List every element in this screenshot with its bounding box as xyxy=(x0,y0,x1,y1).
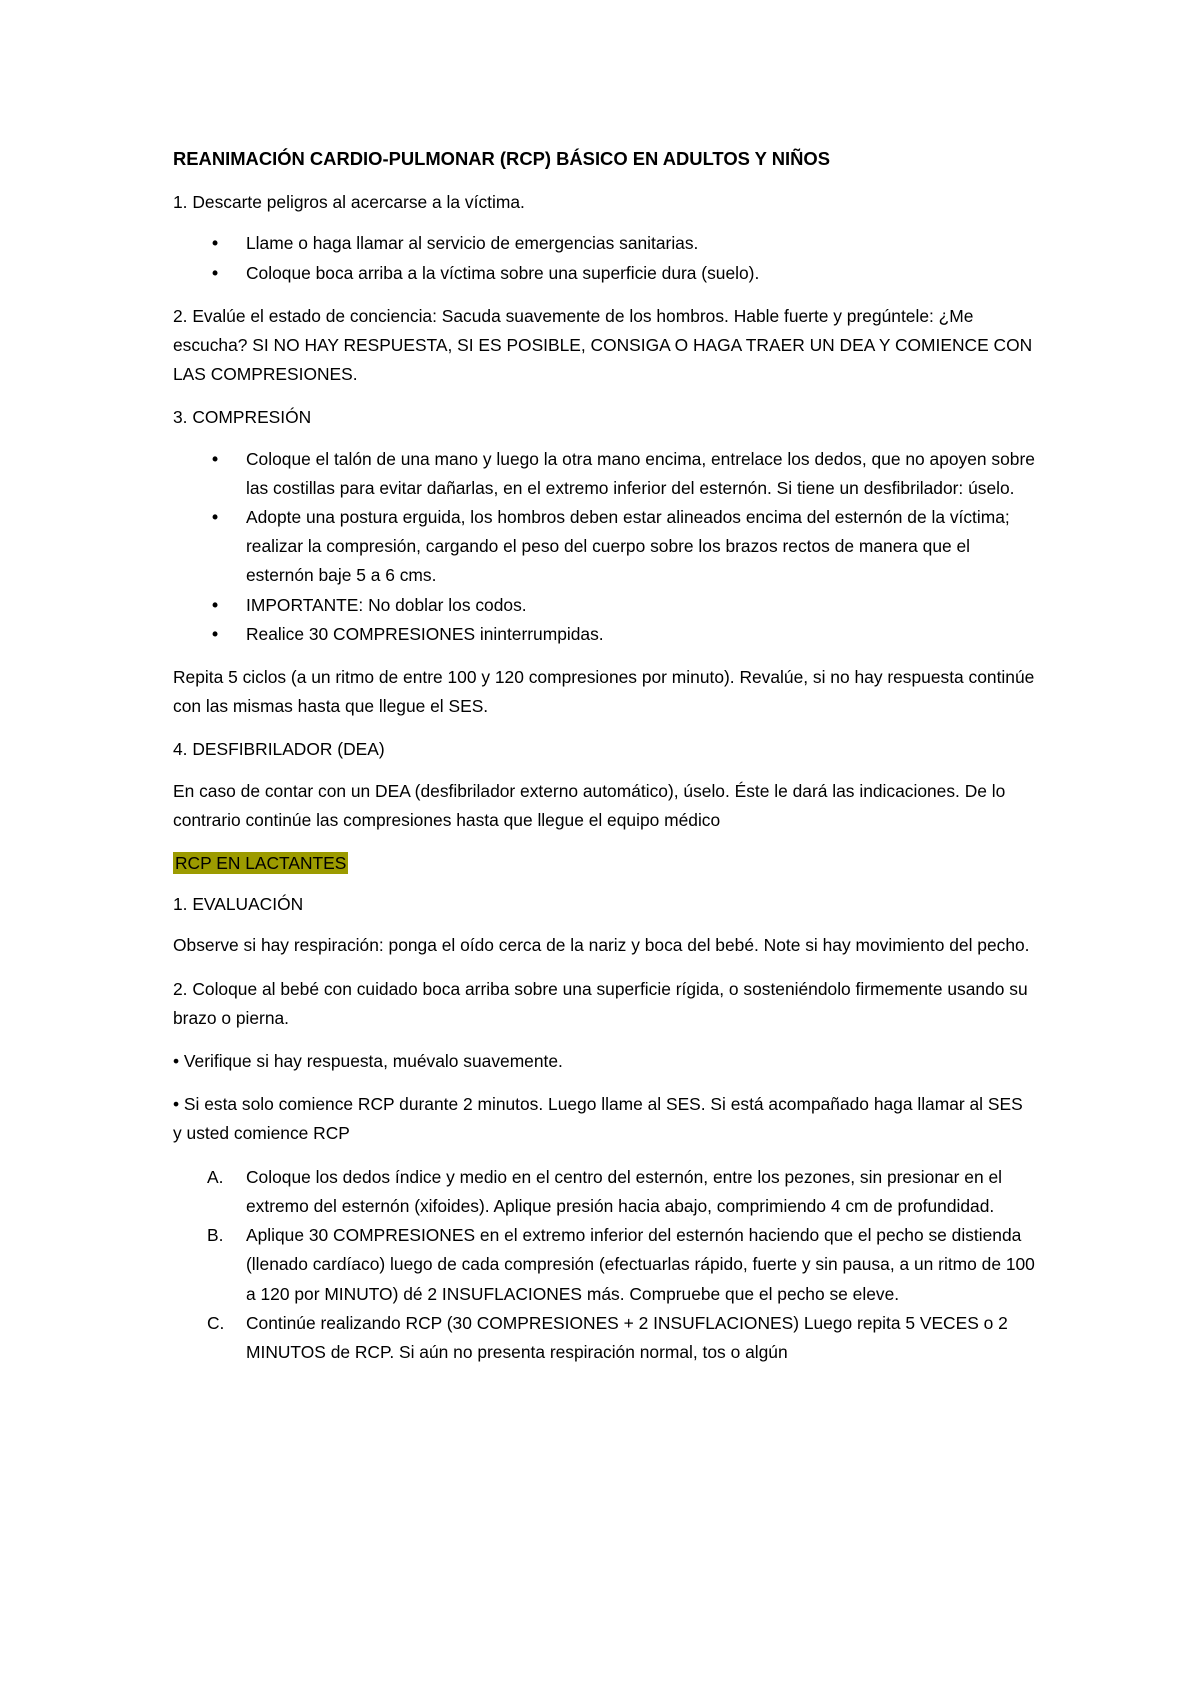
infant-section-heading: RCP EN LACTANTES xyxy=(175,853,347,874)
list-marker: C. xyxy=(207,1312,225,1333)
list-item xyxy=(173,1221,1035,1309)
step-2-text: 2. Evalúe el estado de conciencia: Sacuda suavemente de los hombros. Hable fuerte y pregúntele: ¿Me escucha? SI NO HAY RESPUESTA, SI ES POSIBLE, CONSIGA O HAGA TRAER UN DEA Y COMIENCE CON LAS COMPRESIONES. xyxy=(173,305,1033,385)
step-3-heading: 3. COMPRESIÓN xyxy=(173,407,312,428)
infant-lettered-list xyxy=(173,1163,1035,1367)
document-title: REANIMACIÓN CARDIO-PULMONAR (RCP) BÁSICO EN ADULTOS Y NIÑOS xyxy=(173,148,830,169)
step-1-bullet-list xyxy=(173,229,1035,287)
bullet-icon: • xyxy=(211,594,219,615)
step-4-text: En caso de contar con un DEA (desfibrilador externo automático), úselo. Éste le dará las indicaciones. De lo contrario continúe las compresiones hasta que llegue el equipo médico xyxy=(173,780,1006,830)
bullet-icon: • xyxy=(211,507,219,528)
bullet-icon: • xyxy=(211,623,219,644)
list-item xyxy=(173,620,1035,649)
list-item xyxy=(173,229,1035,258)
list-item-text: Llame o haga llamar al servicio de emergencias sanitarias. xyxy=(246,233,699,254)
list-item-text: Aplique 30 COMPRESIONES en el extremo inferior del esternón haciendo que el pecho se distienda (llenado cardíaco) luego de cada compresión (efectuarlas rápido, fuerte y sin pausa, a un ritmo de 100 a 120 por MINUTO) dé 2 INSUFLACIONES más. Compruebe que el pecho se eleve. xyxy=(246,1225,1035,1304)
list-item-text: Adopte una postura erguida, los hombros deben estar alineados encima del esternón de la víctima; realizar la compresión, cargando el peso del cuerpo sobre los brazos rectos de manera que el esternón baje 5 a 6 cms. xyxy=(246,507,1010,586)
list-item-text: Coloque los dedos índice y medio en el centro del esternón, entre los pezones, sin presionar en el extremo del esternón (xifoides). Aplique presión hacia abajo, comprimiendo 4 cm de profundidad. xyxy=(246,1166,1002,1216)
list-item xyxy=(173,503,1035,591)
list-item xyxy=(173,445,1035,503)
infant-step-1-text: Observe si hay respiración: ponga el oído cerca de la nariz y boca del bebé. Note si hay movimiento del pecho. xyxy=(173,935,1030,956)
list-item-text: IMPORTANTE: No doblar los codos. xyxy=(246,594,527,615)
infant-bullet-1: • Verifique si hay respuesta, muévalo suavemente. xyxy=(173,1051,563,1072)
infant-step-2-text: 2. Coloque al bebé con cuidado boca arriba sobre una superficie rígida, o sosteniéndolo firmemente usando su brazo o pierna. xyxy=(173,978,1028,1028)
list-item-text: Coloque boca arriba a la víctima sobre una superficie dura (suelo). xyxy=(246,262,760,283)
list-item xyxy=(173,259,1035,288)
step-3-note: Repita 5 ciclos (a un ritmo de entre 100 y 120 compresiones por minuto). Revalúe, si no hay respuesta continúe con las mismas hasta que llegue el SES. xyxy=(173,667,1035,717)
list-item xyxy=(173,1309,1035,1367)
list-item xyxy=(173,1163,1035,1221)
list-marker: B. xyxy=(207,1225,224,1246)
infant-step-1-heading: 1. EVALUACIÓN xyxy=(173,894,304,915)
list-item-text: Coloque el talón de una mano y luego la otra mano encima, entrelace los dedos, que no apoyen sobre las costillas para evitar dañarlas, en el extremo inferior del esternón. Si tiene un desfibrilador: úselo. xyxy=(246,448,1035,498)
bullet-icon: • xyxy=(211,448,219,469)
bullet-icon: • xyxy=(211,233,219,254)
list-marker: A. xyxy=(207,1166,224,1187)
list-item-text: Continúe realizando RCP (30 COMPRESIONES + 2 INSUFLACIONES) Luego repita 5 VECES o 2 MINUTOS de RCP. Si aún no presenta respiración normal, tos o algún xyxy=(246,1312,1008,1362)
bullet-icon: • xyxy=(211,262,219,283)
document-body xyxy=(173,144,1035,1367)
list-item xyxy=(173,591,1035,620)
step-4-heading: 4. DESFIBRILADOR (DEA) xyxy=(173,739,385,760)
infant-bullet-2: • Si esta solo comience RCP durante 2 minutos. Luego llame al SES. Si está acompañado haga llamar al SES y usted comience RCP xyxy=(173,1094,1023,1144)
step-1-text: 1. Descarte peligros al acercarse a la víctima. xyxy=(173,192,525,213)
infant-section-heading-wrapper xyxy=(173,849,1035,878)
step-3-bullet-list xyxy=(173,445,1035,649)
list-item-text: Realice 30 COMPRESIONES ininterrumpidas. xyxy=(246,623,604,644)
